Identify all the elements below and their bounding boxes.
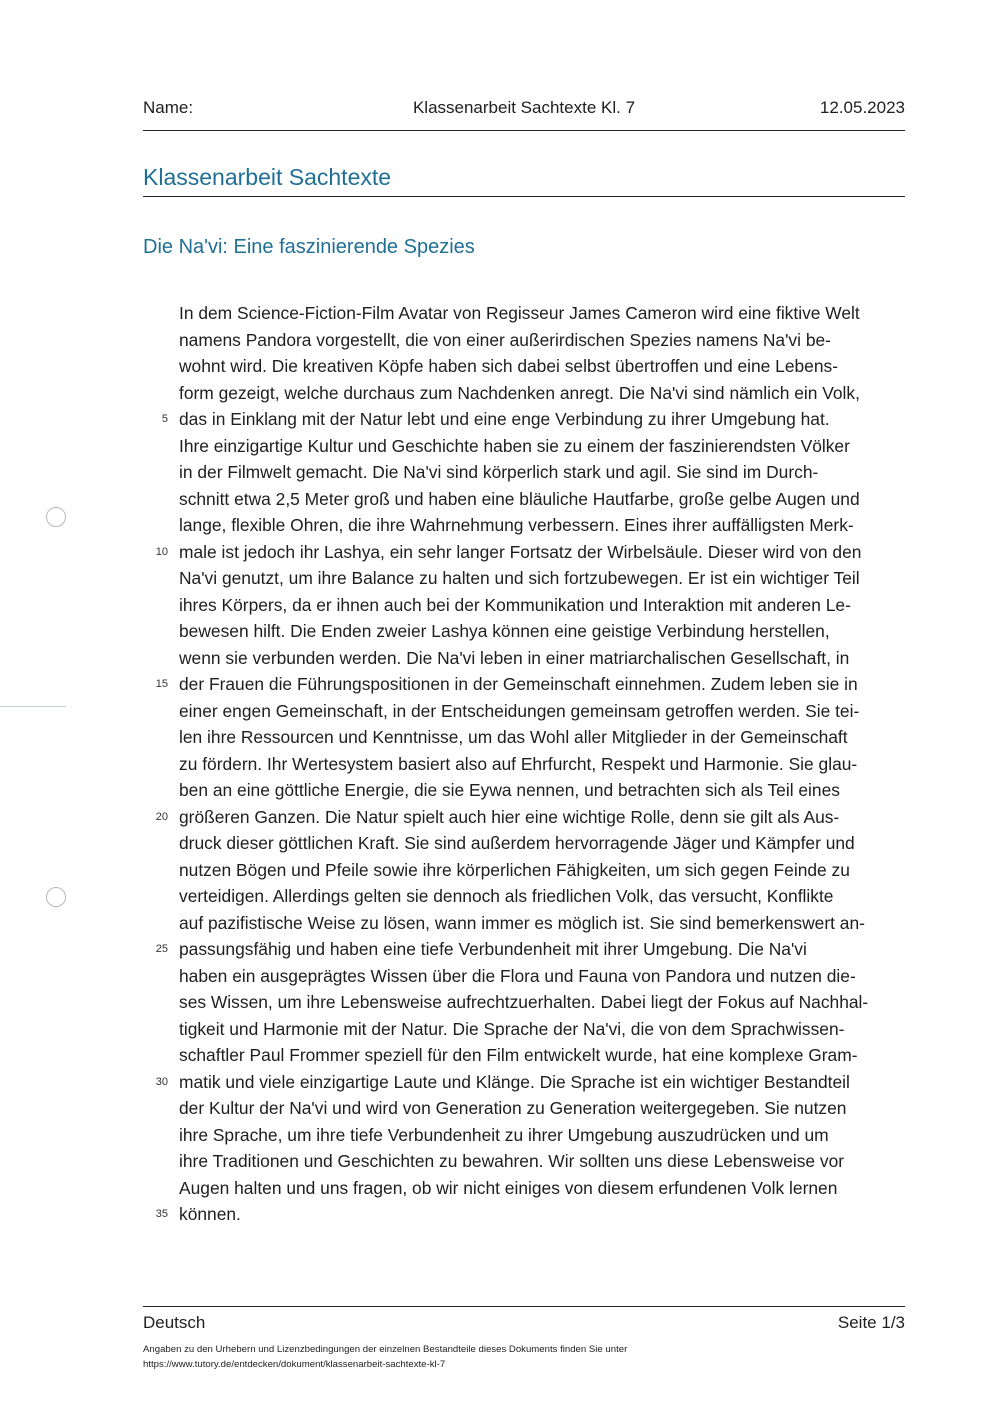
text-line: Na'vi genutzt, um ihre Balance zu halten und sich fortzubewegen. Er ist ein wichtiger Teil [179,568,860,588]
text-line: wenn sie verbunden werden. Die Na'vi leben in einer matriarchalischen Gesellschaft, in [179,647,850,668]
line-number: 35 [155,1208,168,1220]
line-number: 10 [155,545,168,558]
text-line: der Kultur der Na'vi und wird von Generation zu Generation weitergegeben. Sie nutzen [179,1098,847,1118]
license-text: Angaben zu den Urhebern und Lizenzbedingungen der einzelnen Bestandteile dieses Dokuments finden Sie unter [143,1344,628,1355]
header-title: Klassenarbeit Sachtexte Kl. 7 [412,98,636,117]
text-line: größeren Ganzen. Die Natur spielt auch hier eine wichtige Rolle, denn sie gilt als Aus- [179,806,840,827]
page-footer [143,1306,905,1343]
footer-subject: Deutsch [143,1313,206,1332]
text-line: bewesen hilft. Die Enden zweier Lashya können eine geistige Verbindung herstellen, [179,621,830,641]
line-number: 30 [155,1075,168,1088]
section-title: Die Na'vi: Eine faszinierende Spezies [143,236,475,258]
name-label: Name: [143,98,194,117]
text-line: schaftler Paul Frommer speziell für den Film entwickelt wurde, hat eine komplexe Gram- [179,1045,858,1065]
footer-page-number: Seite 1/3 [837,1313,905,1332]
text-line: form gezeigt, welche durchaus zum Nachdenken anregt. Die Na'vi sind nämlich ein Volk, [179,382,860,403]
header-date: 12.05.2023 [819,98,905,117]
license-url[interactable]: https://www.tutory.de/entdecken/dokument/klassenarbeit-sachtexte-kl-7 [143,1358,446,1370]
text-line: matik und viele einzigartige Laute und Klänge. Die Sprache ist ein wichtiger Bestandteil [179,1071,850,1092]
text-line: passungsfähig und haben eine tiefe Verbundenheit mit ihrer Umgebung. Die Na'vi [179,939,807,959]
page-header [143,96,905,131]
text-line: ihres Körpers, da er ihnen auch bei der Kommunikation und Interaktion mit anderen Le- [179,594,851,615]
text-line: das in Einklang mit der Natur lebt und eine enge Verbindung zu ihrer Umgebung hat. [179,409,830,429]
punch-hole-top [46,507,66,527]
text-line: Augen halten und uns fragen, ob wir nicht einiges von diesem erfundenen Volk lernen [179,1177,838,1198]
text-line: Ihre einzigartige Kultur und Geschichte haben sie zu einem der faszinierendsten Völker [179,435,850,456]
license-note [143,1343,905,1372]
text-line: verteidigen. Allerdings gelten sie dennoch als friedlichen Volk, das versucht, Konflikte [179,886,834,906]
text-line: der Frauen die Führungspositionen in der Gemeinschaft einnehmen. Zudem leben sie in [179,674,858,694]
text-line: schnitt etwa 2,5 Meter groß und haben eine bläuliche Hautfarbe, große gelbe Augen und [179,488,860,509]
text-line: auf pazifistische Weise zu lösen, wann immer es möglich ist. Sie sind bemerkenswert an- [179,912,865,933]
text-line: nutzen Bögen und Pfeile sowie ihre körperlichen Fähigkeiten, um sich gegen Feinde zu [179,859,850,880]
text-line: ihre Sprache, um ihre tiefe Verbundenheit zu ihrer Umgebung auszudrücken und um [179,1124,829,1145]
line-number: 5 [161,413,168,425]
text-line: druck dieser göttlichen Kraft. Sie sind außerdem hervorragende Jäger und Kämpfer und [179,833,855,853]
line-number: 15 [155,678,168,690]
text-line: zu fördern. Ihr Wertesystem basiert also auf Ehrfurcht, Respekt und Harmonie. Sie glau- [179,753,858,774]
fold-mark [0,706,66,707]
text-line: In dem Science-Fiction-Film Avatar von Regisseur James Cameron wird eine fiktive Welt [179,303,860,323]
text-line: len ihre Ressourcen und Kenntnisse, um das Wohl aller Mitglieder in der Gemeinschaft [179,727,848,747]
text-line: haben ein ausgeprägtes Wissen über die Flora und Fauna von Pandora und nutzen die- [179,965,856,986]
punch-hole-bottom [46,887,66,907]
text-line: tigkeit und Harmonie mit der Natur. Die Sprache der Na'vi, die von dem Sprachwissen- [179,1018,845,1039]
text-line: ben an eine göttliche Energie, die sie Eywa nennen, und betrachten sich als Teil eines [179,780,840,800]
text-line: ses Wissen, um ihre Lebensweise aufrechtzuerhalten. Dabei liegt der Fokus auf Nachhal- [179,992,869,1012]
text-line: können. [179,1204,241,1224]
text-line: wohnt wird. Die kreativen Köpfe haben sich dabei selbst übertroffen und eine Lebens- [179,356,839,376]
text-line: ihre Traditionen und Geschichten zu bewahren. Wir sollten uns diese Lebensweise vor [179,1151,845,1171]
text-line: einer engen Gemeinschaft, in der Entscheidungen gemeinsam getroffen werden. Sie tei- [179,700,860,721]
text-line: namens Pandora vorgestellt, die von einer außerirdischen Spezies namens Na'vi be- [179,329,831,350]
text-line: lange, flexible Ohren, die ihre Wahrnehmung verbessern. Eines ihrer auffälligsten Merk- [179,515,854,535]
line-number: 20 [155,810,168,823]
document-title: Klassenarbeit Sachtexte [143,162,905,197]
text-line: male ist jedoch ihr Lashya, ein sehr langer Fortsatz der Wirbelsäule. Dieser wird von den [179,541,862,562]
text-line: in der Filmwelt gemacht. Die Na'vi sind körperlich stark und agil. Sie sind im Durch- [179,462,819,482]
line-number: 25 [155,943,168,955]
